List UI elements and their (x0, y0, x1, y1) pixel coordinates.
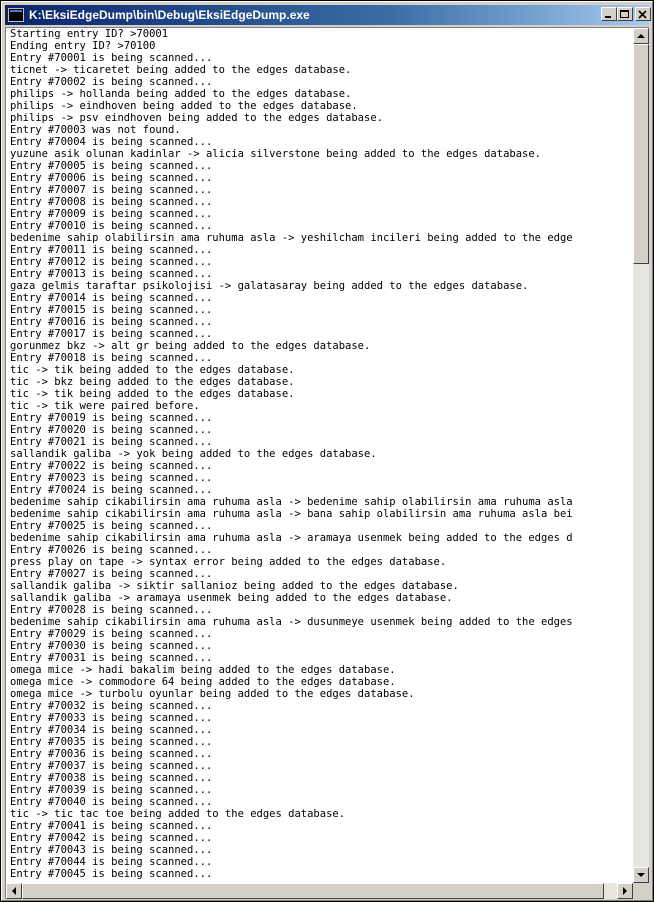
scroll-down-button[interactable] (633, 867, 649, 883)
scroll-up-button[interactable] (633, 28, 649, 44)
console-line: sallandik galiba -> siktir sallanioz being added to the edges database. (10, 580, 459, 592)
arrow-down-icon (637, 871, 645, 879)
console-line: Entry #70034 is being scanned... (10, 724, 213, 736)
console-line: Entry #70035 is being scanned... (10, 736, 213, 748)
console-line: Entry #70011 is being scanned... (10, 244, 213, 256)
console-line: Entry #70015 is being scanned... (10, 304, 213, 316)
console-line: omega mice -> turbolu oyunlar being added to the edges database. (10, 688, 415, 700)
console-line: Entry #70031 is being scanned... (10, 652, 213, 664)
console-line: Entry #70026 is being scanned... (10, 544, 213, 556)
console-line: omega mice -> hadi bakalim being added to the edges database. (10, 664, 396, 676)
console-line: Entry #70029 is being scanned... (10, 628, 213, 640)
console-line: Entry #70004 is being scanned... (10, 136, 213, 148)
arrow-up-icon (637, 32, 645, 40)
console-line: Entry #70013 is being scanned... (10, 268, 213, 280)
console-client-area[interactable] (5, 27, 649, 899)
console-line: gaza gelmis taraftar psikolojisi -> galatasaray being added to the edges database. (10, 280, 529, 292)
console-line: tic -> tik being added to the edges database. (10, 388, 295, 400)
console-line: Entry #70012 is being scanned... (10, 256, 213, 268)
console-line: Entry #70020 is being scanned... (10, 424, 213, 436)
console-line: bedenime sahip olabilirsin ama ruhuma asla -> yeshilcham incileri being added to the edge (10, 232, 573, 244)
console-line: bedenime sahip cikabilirsin ama ruhuma asla -> dusunmeye usenmek being added to the edges (10, 616, 573, 628)
console-line: Entry #70019 is being scanned... (10, 412, 213, 424)
console-line: tic -> tik being added to the edges database. (10, 364, 295, 376)
console-line: Entry #70001 is being scanned... (10, 52, 213, 64)
console-line: Entry #70024 is being scanned... (10, 484, 213, 496)
console-line: Entry #70041 is being scanned... (10, 820, 213, 832)
console-line: Entry #70002 is being scanned... (10, 76, 213, 88)
console-line: Entry #70018 is being scanned... (10, 352, 213, 364)
console-line: Entry #70045 is being scanned... (10, 868, 213, 880)
console-line: Entry #70008 is being scanned... (10, 196, 213, 208)
console-line: tic -> tic tac toe being added to the edges database. (10, 808, 346, 820)
console-line: philips -> eindhoven being added to the edges database. (10, 100, 358, 112)
console-line: Entry #70023 is being scanned... (10, 472, 213, 484)
console-line: Entry #70036 is being scanned... (10, 748, 213, 760)
maximize-icon (620, 10, 630, 19)
console-line: Entry #70040 is being scanned... (10, 796, 213, 808)
console-line: press play on tape -> syntax error being added to the edges database. (10, 556, 447, 568)
console-line: Entry #70027 is being scanned... (10, 568, 213, 580)
console-line: yuzune asik olunan kadinlar -> alicia silverstone being added to the edges database. (10, 148, 542, 160)
title-bar[interactable] (5, 5, 649, 25)
horizontal-scroll-thumb[interactable] (22, 883, 604, 899)
console-line: tic -> tik were paired before. (10, 400, 200, 412)
console-line: Entry #70030 is being scanned... (10, 640, 213, 652)
console-line: Entry #70022 is being scanned... (10, 460, 213, 472)
console-line: gorunmez bkz -> alt gr being added to the edges database. (10, 340, 371, 352)
console-line: Entry #70017 is being scanned... (10, 328, 213, 340)
console-line: ticnet -> ticaretet being added to the edges database. (10, 64, 352, 76)
console-output[interactable] (10, 28, 632, 882)
console-line: sallandik galiba -> yok being added to the edges database. (10, 448, 377, 460)
vertical-scrollbar[interactable] (633, 28, 649, 883)
console-line: Entry #70032 is being scanned... (10, 700, 213, 712)
scroll-left-button[interactable] (6, 883, 22, 899)
console-line: Entry #70043 is being scanned... (10, 844, 213, 856)
window-title: K:\EksiEdgeDump\bin\Debug\EksiEdgeDump.exe (29, 8, 310, 22)
console-line: tic -> bkz being added to the edges database. (10, 376, 295, 388)
console-line: Entry #70042 is being scanned... (10, 832, 213, 844)
console-line: Entry #70039 is being scanned... (10, 784, 213, 796)
console-line: Entry #70010 is being scanned... (10, 220, 213, 232)
console-line: Entry #70007 is being scanned... (10, 184, 213, 196)
console-line: Entry #70009 is being scanned... (10, 208, 213, 220)
console-line: Entry #70014 is being scanned... (10, 292, 213, 304)
console-line: bedenime sahip cikabilirsin ama ruhuma asla -> bana sahip olabilirsin ama ruhuma asla bei (10, 508, 573, 520)
console-line: Entry #70021 is being scanned... (10, 436, 213, 448)
close-button[interactable] (635, 7, 651, 21)
console-line: Entry #70037 is being scanned... (10, 760, 213, 772)
minimize-button[interactable] (601, 7, 617, 21)
console-line: Entry #70044 is being scanned... (10, 856, 213, 868)
console-line: Entry #70016 is being scanned... (10, 316, 213, 328)
horizontal-scrollbar[interactable] (6, 883, 633, 899)
scrollbar-corner (633, 883, 649, 899)
console-line: Entry #70005 is being scanned... (10, 160, 213, 172)
close-icon (638, 10, 648, 19)
scroll-right-button[interactable] (617, 883, 633, 899)
console-line: Entry #70038 is being scanned... (10, 772, 213, 784)
console-line: Entry #70028 is being scanned... (10, 604, 213, 616)
console-app-icon[interactable] (8, 8, 24, 22)
console-line: philips -> hollanda being added to the edges database. (10, 88, 352, 100)
console-line: Entry #70003 was not found. (10, 124, 181, 136)
console-line: sallandik galiba -> aramaya usenmek being added to the edges database. (10, 592, 453, 604)
console-line: omega mice -> commodore 64 being added to the edges database. (10, 676, 396, 688)
console-line: Entry #70006 is being scanned... (10, 172, 213, 184)
arrow-right-icon (621, 887, 629, 895)
console-line: Entry #70025 is being scanned... (10, 520, 213, 532)
minimize-icon (604, 10, 614, 18)
console-line: Starting entry ID? >70001 (10, 28, 169, 40)
console-line: Ending entry ID? >70100 (10, 40, 156, 52)
console-line: Entry #70033 is being scanned... (10, 712, 213, 724)
console-line: bedenime sahip cikabilirsin ama ruhuma asla -> bedenime sahip olabilirsin ama ruhuma asla (10, 496, 573, 508)
arrow-left-icon (10, 887, 18, 895)
console-line: philips -> psv eindhoven being added to the edges database. (10, 112, 383, 124)
vertical-scroll-thumb[interactable] (633, 44, 649, 264)
console-line: bedenime sahip cikabilirsin ama ruhuma asla -> aramaya usenmek being added to the edges d (10, 532, 573, 544)
maximize-button[interactable] (617, 7, 633, 21)
